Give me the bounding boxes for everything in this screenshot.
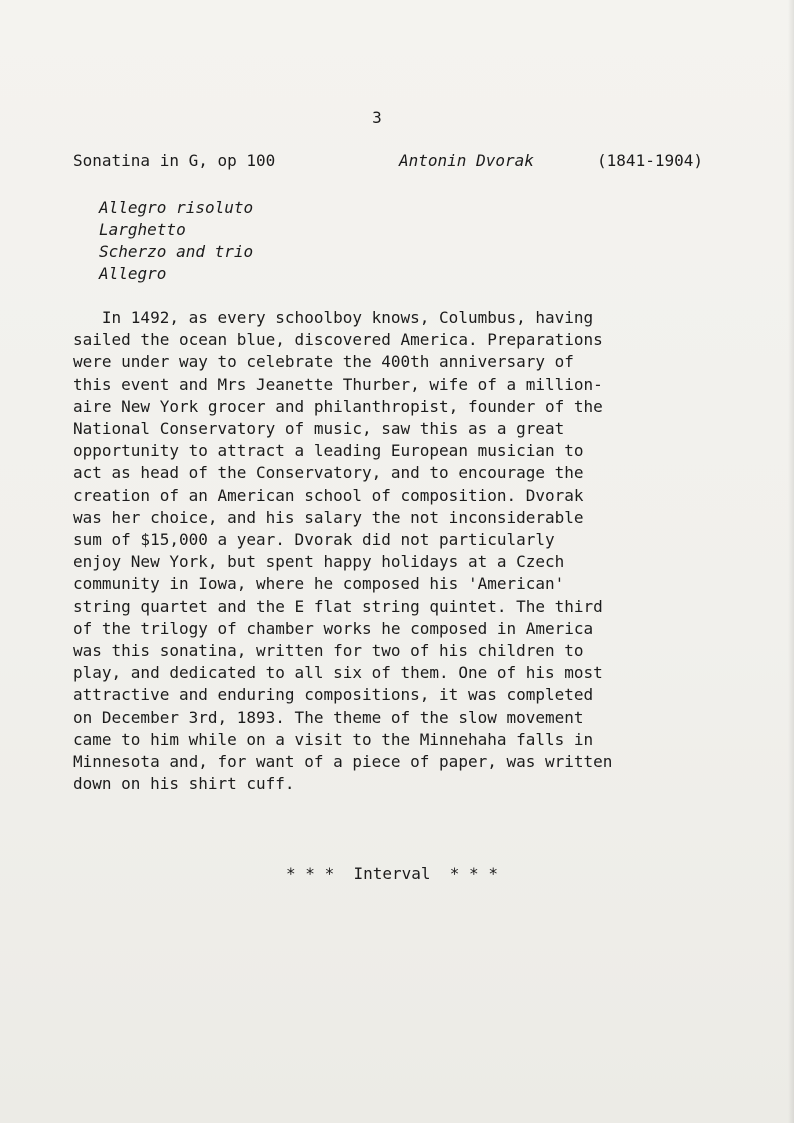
composer-dates: (1841-1904) <box>597 151 703 170</box>
page-edge-shadow <box>788 0 794 1123</box>
text-line: enjoy New York, but spent happy holidays at a Czech <box>73 552 565 572</box>
text-line: of the trilogy of chamber works he composed in America <box>73 618 594 638</box>
text-line: aire New York grocer and philanthropist, founder of the <box>73 396 603 416</box>
text-line: creation of an American school of composition. Dvorak <box>73 485 584 505</box>
text-line: this event and Mrs Jeanette Thurber, wife of a million- <box>73 374 603 394</box>
text-line: sailed the ocean blue, discovered America. Preparations <box>73 330 603 350</box>
text-line: attractive and enduring compositions, it was completed <box>73 685 594 705</box>
text-line: play, and dedicated to all six of them. One of his most <box>73 663 603 683</box>
movement-list <box>99 197 253 285</box>
text-line: Minnesota and, for want of a piece of paper, was written <box>73 752 613 772</box>
composer-name: Antonin Dvorak <box>399 151 534 170</box>
text-line: string quartet and the E flat string quintet. The third <box>73 596 603 616</box>
text-line: act as head of the Conservatory, and to encourage the <box>73 463 584 483</box>
movement-item: Larghetto <box>99 220 186 239</box>
text-line: down on his shirt cuff. <box>73 774 295 794</box>
movement-item: Scherzo and trio <box>99 242 254 261</box>
program-note <box>73 307 713 795</box>
page-number: 3 <box>372 108 382 127</box>
text-line: were under way to celebrate the 400th anniversary of <box>73 352 574 372</box>
text-line: opportunity to attract a leading European musician to <box>73 441 584 461</box>
text-line: sum of $15,000 a year. Dvorak did not particularly <box>73 530 555 550</box>
text-line: community in Iowa, where he composed his 'American' <box>73 574 565 594</box>
text-line: In 1492, as every schoolboy knows, Columbus, having <box>73 308 594 327</box>
interval-marker: * * * Interval * * * <box>286 864 498 883</box>
movement-item: Allegro risoluto <box>99 198 254 217</box>
text-line: was this sonatina, written for two of his children to <box>73 641 584 661</box>
text-line: was her choice, and his salary the not inconsiderable <box>73 507 584 527</box>
piece-title: Sonatina in G, op 100 <box>73 151 276 170</box>
text-line: National Conservatory of music, saw this as a great <box>73 419 565 439</box>
text-line: on December 3rd, 1893. The theme of the slow movement <box>73 707 584 727</box>
text-line: came to him while on a visit to the Minnehaha falls in <box>73 729 594 749</box>
movement-item: Allegro <box>99 264 167 283</box>
